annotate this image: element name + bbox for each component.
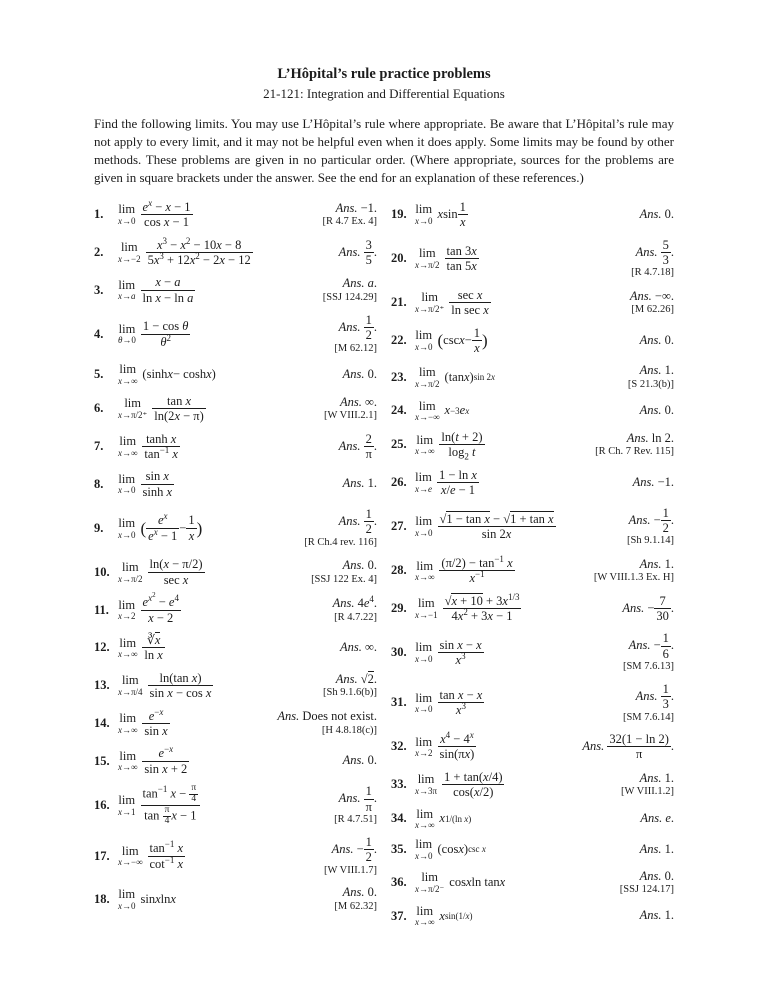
problem-row <box>391 838 674 861</box>
problem-reference: [H 4.8.18(c)] <box>321 724 377 736</box>
problem-number: 28. <box>391 563 407 578</box>
problem-row <box>391 631 674 673</box>
problem-expression: lim x→e 1 − ln x x/e − 1 <box>415 467 477 498</box>
problem-expression: lim x→0 sin x ln x <box>118 887 176 911</box>
problem-reference: [W VIII.1.3 Ex. H] <box>593 572 674 584</box>
intro-paragraph: Find the following limits. You may use L’Hôpital’s rule where appropriate. Be aware that L’Hôpital’s rule may not apply to every limit, and it may not be helpful even when it does apply. Some limits may be found by other methods. These problems are given in no particular order. (Where appropriate, sources for the problems are given in square brackets under the answer. See the end for an explanation of these references.) <box>94 116 674 185</box>
problem-expression: lim x→π/2 (tan x ) sin 2x <box>415 365 495 389</box>
problem-row <box>391 770 674 800</box>
problem-expression: lim x→∞ ∛x ln x <box>118 633 163 663</box>
problem-number: 24. <box>391 403 407 418</box>
problem-number: 31. <box>391 695 407 710</box>
problem-answer: Ans. 1. <box>342 476 377 491</box>
problem-expression: lim x→0 sin x sinh x <box>118 469 173 499</box>
problem-row <box>391 363 674 391</box>
problem-number: 4. <box>94 326 104 341</box>
problem-answer: Ans. $\frac{1}{2}$ . [R Ch.4 rev. 116] <box>304 507 377 548</box>
problem-number: 34. <box>391 811 407 826</box>
problem-number: 7. <box>94 438 104 453</box>
problem-answer: Ans. 1. <box>639 841 674 856</box>
problem-row <box>94 394 377 424</box>
problem-number: 19. <box>391 207 407 222</box>
problem-expression: lim x→0 tan x − x $x^3$ <box>415 688 483 718</box>
problem-answer: Ans. 0. <box>342 753 377 768</box>
problem-row <box>94 313 377 355</box>
page-subtitle: 21-121: Integration and Differential Equations <box>263 86 505 101</box>
problem-expression: lim x→3π 1 + tan(x/4) cos(x/2) <box>415 769 503 800</box>
problem-expression: lim x→0 sin x − x $x^3$ <box>415 637 482 668</box>
problem-number: 25. <box>391 437 407 452</box>
problem-answer: Ans. 1. <box>639 908 674 923</box>
problem-number: 16. <box>94 798 110 813</box>
problem-answer: Ans. − $\frac{7}{30}$ . <box>622 593 674 624</box>
problem-answer: Ans. 1. [W VIII.1.2] <box>621 770 674 798</box>
problem-number: 8. <box>94 476 104 491</box>
problem-expression: lim x→π/4 ln(tan x) sin x − cos x <box>118 670 212 701</box>
problem-reference: [SM 7.6.14] <box>622 711 674 723</box>
problem-row <box>391 869 674 897</box>
problem-number: 15. <box>94 753 110 768</box>
problem-expression: lim x→∞ ln(t + 2) $\log_2 t$ <box>415 430 483 462</box>
problem-reference: [SSJ 122 Ex. 4] <box>311 573 377 585</box>
problem-number: 14. <box>94 715 110 730</box>
problem-number: 23. <box>391 369 407 384</box>
problem-number: 18. <box>94 891 110 906</box>
problem-answer: Ans. $\frac{1}{\pi}$ . [R 4.7.51] <box>334 784 377 826</box>
problem-answer: Ans. $\frac{1}{2}$ . [M 62.12] <box>334 313 377 354</box>
problem-answer: Ans. 0. <box>342 366 377 381</box>
problem-number: 37. <box>391 908 407 923</box>
problem-reference: [R 4.7.18] <box>631 267 674 279</box>
problem-number: 9. <box>94 520 104 535</box>
problem-expression: lim x→∞ $(\pi/2) - \tan^{-1} x$ $x^{-1}$ <box>415 553 513 586</box>
problem-row <box>391 468 674 498</box>
problem-row <box>94 275 377 305</box>
problem-row <box>391 506 674 548</box>
problem-row <box>94 835 377 877</box>
problem-answer: Ans. − $\frac{1}{2}$ . [W VIII.1.7] <box>324 834 377 876</box>
problem-expression: lim x→π/2⁻ cos x ln tan x <box>415 870 506 894</box>
problem-answer: Ans. 1. [W VIII.1.3 Ex. H] <box>593 556 674 584</box>
problem-expression: lim x→0 $e^x - x - 1$ cos x − 1 <box>118 197 191 230</box>
problem-answer: Ans. −1. <box>632 474 674 489</box>
problem-row <box>391 591 674 624</box>
problem-number: 21. <box>391 295 407 310</box>
problem-number: 5. <box>94 367 104 382</box>
problem-number: 1. <box>94 207 104 222</box>
problem-expression: lim x→−1 $√x + 10 + 3x^{1/3}$ $4x^2 + 3x - 1$ <box>415 591 520 624</box>
problem-reference: [M 62.32] <box>334 900 377 912</box>
problem-reference: [W VIII.1.7] <box>324 864 377 876</box>
problem-expression: lim x→0 ( csc x − 1 x ) <box>415 325 488 355</box>
problem-row <box>391 288 674 318</box>
problem-reference: [W VIII.2.1] <box>324 410 377 422</box>
problem-row <box>391 200 674 230</box>
problem-number: 27. <box>391 519 407 534</box>
problem-expression: lim x→a x − a ln x − ln a <box>118 275 194 305</box>
problem-expression: lim x→−2 $x^3 - x^2 - 10x - 8$ $5x^3 + 12x^2 - 2x - 12$ <box>118 235 251 267</box>
problem-row <box>94 469 377 499</box>
problems-columns <box>94 197 674 936</box>
problem-number: 17. <box>94 848 110 863</box>
problem-expression: lim θ→0 1 − cos θ $\theta^2$ <box>118 319 189 349</box>
problem-reference: [R 4.7.22] <box>334 611 377 623</box>
problem-answer: Ans. $\frac{3}{5}$ . <box>338 237 377 267</box>
problem-row <box>94 507 377 549</box>
problem-answer: Ans. −∞. [M 62.26] <box>629 288 674 316</box>
problem-row <box>391 326 674 356</box>
problem-row <box>94 591 377 625</box>
problem-number: 12. <box>94 640 110 655</box>
problem-expression: lim x→0 (cos x ) csc x <box>415 837 486 861</box>
problem-answer: Ans. −1. [R 4.7 Ex. 4] <box>322 200 377 228</box>
problem-row <box>94 885 377 913</box>
problem-row <box>391 682 674 724</box>
page-title: L’Hôpital’s rule practice problems <box>277 66 491 82</box>
problem-row <box>94 746 377 776</box>
problem-expression: lim x→π/2⁺ sec x ln sec x <box>415 287 489 318</box>
problem-answer: Ans. $\frac{1}{3}$ . [SM 7.6.14] <box>622 681 674 723</box>
problem-answer: Ans. − $\frac{1}{2}$ . [Sh 9.1.14] <box>627 505 674 547</box>
problem-expression: lim x→∞ $e^{-x}$ sin x + 2 <box>118 744 188 776</box>
problem-row <box>391 400 674 423</box>
problem-number: 20. <box>391 251 407 266</box>
problem-expression: lim x→∞ x sin(1/x) <box>415 903 473 928</box>
problem-number: 29. <box>391 601 407 616</box>
problem-number: 6. <box>94 401 104 416</box>
problem-answer: Ans. 1. [S 21.3(b)] <box>627 363 674 390</box>
problem-number: 33. <box>391 777 407 792</box>
problem-row <box>94 671 377 701</box>
problem-expression: lim x→2 $e^{x^2} - e^4$ x − 2 <box>118 591 179 625</box>
problem-reference: [Sh 9.1.6(b)] <box>323 687 377 699</box>
problem-reference: [W VIII.1.2] <box>621 786 674 798</box>
problem-reference: [R Ch. 7 Rev. 115] <box>595 446 674 458</box>
problem-answer: Ans. e. <box>640 811 674 826</box>
problem-answer: Ans. 0. <box>639 206 674 221</box>
problem-row <box>391 729 674 762</box>
problem-number: 30. <box>391 645 407 660</box>
problem-row <box>94 197 377 230</box>
problem-answer: Ans. 0. <box>639 332 674 347</box>
problem-row <box>94 432 377 462</box>
problem-answer: Ans. a. [SSJ 124.29] <box>322 276 377 303</box>
problem-reference: [Sh 9.1.14] <box>627 535 674 547</box>
problem-reference: [R Ch.4 rev. 116] <box>304 536 377 548</box>
problem-row <box>391 553 674 586</box>
problem-number: 36. <box>391 875 407 890</box>
problem-row <box>94 235 377 268</box>
problems-column-right <box>391 200 674 936</box>
problem-reference: [R 4.7.51] <box>334 814 377 826</box>
problem-expression: lim x→∞ tanh x $\tan^{-1} x$ <box>118 431 178 461</box>
problem-expression: lim x→π/2 tan 3x tan 5x <box>415 243 477 274</box>
problem-answer: Ans. 0. [M 62.32] <box>334 885 377 912</box>
problem-expression: lim x→∞ $e^{-x}$ sin x <box>118 706 168 738</box>
problem-answer: Ans. Does not exist. [H 4.8.18(c)] <box>277 709 377 736</box>
problem-row <box>94 633 377 663</box>
problem-reference: [M 62.12] <box>334 342 377 354</box>
problem-expression: lim x→2 $x^4 - 4^x$ sin(πx) <box>415 729 475 762</box>
problem-answer: Ans. 0. <box>639 403 674 417</box>
problem-expression: lim x→π/2⁺ tan x ln(2x − π) <box>118 393 204 424</box>
problems-column-left <box>94 197 377 936</box>
problem-reference: [M 62.26] <box>631 304 674 316</box>
problem-row <box>94 706 377 739</box>
problem-expression: lim x→−∞ $\tan^{-1} x$ $\cot^{-1} x$ <box>118 839 184 871</box>
problem-number: 3. <box>94 282 104 297</box>
problem-answer: Ans. 0. [SSJ 122 Ex. 4] <box>311 558 377 585</box>
problem-answer: Ans. $\frac{32(1 - \ln 2)}{\pi}$ . <box>582 732 674 762</box>
problem-number: 35. <box>391 841 407 856</box>
problem-row <box>94 363 377 386</box>
problem-number: 22. <box>391 332 407 347</box>
problem-row <box>391 238 674 280</box>
problem-answer: Ans. − $\frac{1}{6}$ . [SM 7.6.13] <box>622 631 674 673</box>
problem-number: 26. <box>391 475 407 490</box>
problem-reference: [SSJ 124.29] <box>322 291 377 303</box>
problem-answer: Ans. ∞. [W VIII.2.1] <box>324 394 377 422</box>
problem-expression: lim x→1 $\tan^{-1} x$ − $\frac{\pi}{4}$ tan $\frac{\pi}{4}$ x − 1 <box>118 784 328 827</box>
problem-expression: lim x→π/2 ln(x − π/2) sec x <box>118 557 203 587</box>
problem-reference: [R 4.7 Ex. 4] <box>322 216 377 228</box>
problem-expression: lim x→−∞ x −3 e x <box>415 398 470 423</box>
problem-answer: Ans. $\frac{2}{\pi}$ . <box>338 431 377 461</box>
problem-number: 11. <box>94 602 109 617</box>
problem-row <box>391 808 674 831</box>
problem-number: 32. <box>391 739 407 754</box>
problem-answer: Ans. ln 2. [R Ch. 7 Rev. 115] <box>595 430 674 458</box>
problem-row <box>391 430 674 460</box>
problem-answer: Ans. ∞. <box>339 640 377 655</box>
problem-expression: lim x→0 x sin 1 x <box>415 199 466 230</box>
problem-reference: [SM 7.6.13] <box>622 661 674 673</box>
problem-answer: Ans. 0. [SSJ 124.17] <box>619 868 674 896</box>
problem-number: 10. <box>94 564 110 579</box>
problem-expression: lim x→∞ (sinh x − cosh x ) <box>118 362 216 386</box>
problem-expression: lim x→0 √1 − tan x − √1 + tan x sin 2x <box>415 511 554 542</box>
problem-expression: lim x→0 ( $e^x$ $e^x - 1$ − 1 x ) <box>118 511 203 543</box>
problem-reference: [SSJ 124.17] <box>619 884 674 896</box>
problem-expression: lim x→∞ x 1/(ln x) <box>415 806 472 831</box>
problem-reference: [S 21.3(b)] <box>627 378 674 390</box>
problem-number: 2. <box>94 244 104 259</box>
problem-number: 13. <box>94 678 110 693</box>
problem-answer: Ans. √2. [Sh 9.1.6(b)] <box>323 671 377 699</box>
problem-answer: Ans. $\frac{5}{3}$ . [R 4.7.18] <box>631 237 674 279</box>
problem-row <box>391 905 674 928</box>
problem-answer: Ans. $4e^4$. [R 4.7.22] <box>332 593 377 623</box>
problem-row <box>94 557 377 587</box>
problem-row <box>94 784 377 827</box>
